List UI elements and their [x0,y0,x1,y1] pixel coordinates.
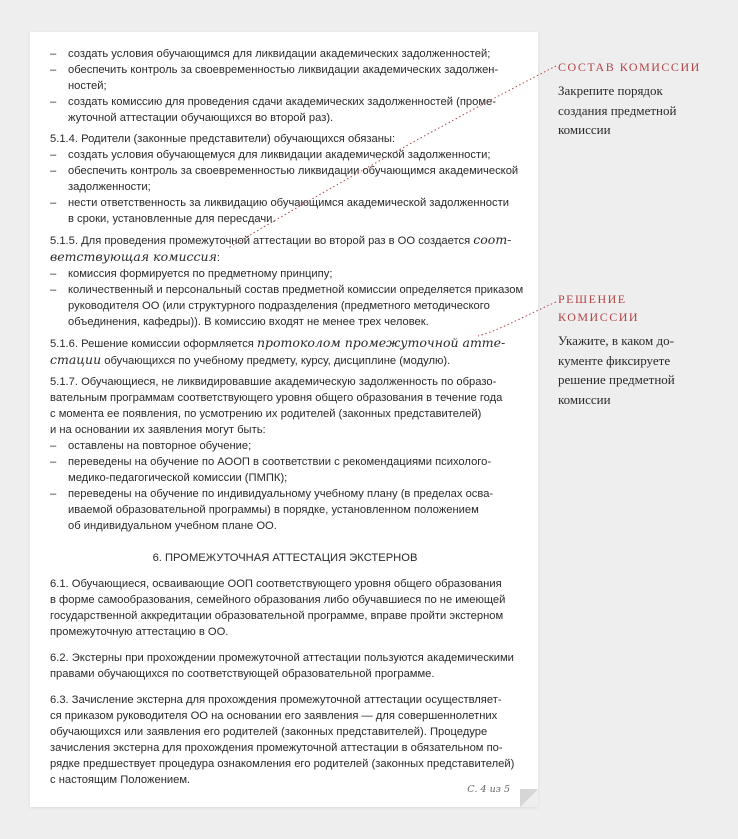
list-item: – переведены на обучение по индивидуальному учебному плану (в пределах осва- [50,488,494,500]
clause-6-2: 6.2. Экстерны при прохождении промежуточной аттестации пользуются академическими [50,652,514,664]
clause-6-3: 6.3. Зачисление экстерна для прохождения промежуточной аттестации осуществляет- [50,694,502,706]
clause-6-1: в форме самообразования, семейного образования либо обучавшиеся по не имеющей [50,594,506,606]
clause-6-3: ся приказом руководителя ОО на основании его заявления — для совершеннолетних [50,710,498,722]
list-item-continuation: ностей; [68,80,107,92]
note-text: Закрепите порядок создания предметной комиссии [558,83,677,137]
clause-5-1-6: 5.1.6. Решение комиссии оформляется протоколом промежуточной атте- [50,335,506,350]
list-item: – создать условия обучающимся для ликвидации академических задолженностей; [50,48,491,60]
list-item: – создать комиссию для проведения сдачи академических задолженностей (проме- [50,96,496,108]
clause-6-1: промежуточную аттестацию в ОО. [50,626,229,638]
list-item: – обеспечить контроль за своевременностью ликвидации академических задолжен- [50,64,499,76]
list-item: – обеспечить контроль за своевременностью ликвидации обучающимся академической [50,165,519,177]
document-body [50,46,524,788]
clause-5-1-7: 5.1.7. Обучающиеся, не ликвидировавшие академическую задолженность по образо- [50,376,497,388]
list-item: – оставлены на повторное обучение; [50,440,252,452]
clause-5-1-4: 5.1.4. Родители (законные представители) обучающихся обязаны: [50,133,396,145]
list-item: – количественный и персональный состав предметной комиссии определяется приказом [50,284,524,296]
list-item-continuation: иваемой образовательной программы) в порядке, установленном положением [68,504,479,516]
document-page [30,32,538,807]
clause-6-3: рядке предшествует процедура ознакомления его родителей (законных представителей) [50,758,515,770]
list-item-continuation: задолженности; [68,181,151,193]
list-item: – создать условия обучающемуся для ликвидации академической задолженности; [50,149,491,161]
clause-6-1: государственной аккредитации образовательной программе, вправе пройти экстерном [50,610,504,622]
clause-6-3: с настоящим Положением. [50,774,191,786]
clause-5-1-6-cont: стации обучающихся по учебному предмету, курсу, дисциплине (модулю). [50,352,451,367]
clause-6-3: обучающихся или заявления его родителей (законных представителей). Процедуре [50,726,488,738]
clause-5-1-7: и на основании их заявления могут быть: [50,424,266,436]
list-item: – комиссия формируется по предметному принципу; [50,268,333,280]
clause-6-2: правами обучающихся по соответствующей образовательной программе. [50,668,435,680]
list-item-continuation: руководителя ОО (или структурного подразделения (предметного методического [68,300,490,312]
list-item-continuation: в сроки, установленные для пересдачи. [68,213,276,225]
list-item-continuation: медико-педагогической комиссии (ПМПК); [68,472,288,484]
list-item-continuation: жуточной аттестации обучающихся во второй раз). [68,112,334,124]
side-note-composition [558,58,728,140]
note-title: РЕШЕНИЕ КОМИССИИ [558,292,640,324]
side-note-decision [558,290,728,409]
list-item: – переведены на обучение по АООП в соответствии с рекомендациями психолого- [50,456,492,468]
clause-6-1: 6.1. Обучающиеся, осваивающие ООП соответствующего уровня общего образования [50,578,502,590]
list-item-continuation: объединения, кафедры)). В комиссию входят не менее трех человек. [68,316,429,328]
clause-5-1-7: вательным программам соответствующего уровня общего образования в течение года [50,392,503,404]
clause-6-3: зачисления экстерна для прохождения промежуточной аттестации в обязательном по- [50,742,503,754]
clause-5-1-5: 5.1.5. Для проведения промежуточной аттестации во второй раз в ОО создается соот- [50,232,512,247]
page-number: С. 4 из 5 [467,784,510,795]
list-item: – нести ответственность за ликвидацию обучающимся академической задолженности [50,197,509,209]
clause-5-1-7: с момента ее появления, по усмотрению их родителей (законных представителей) [50,408,482,420]
clause-5-1-5-cont: ветствующая комиссия: [50,249,220,264]
note-text: Укажите, в каком до- кументе фиксируете решение предметной комиссии [558,333,675,407]
page-corner-fold [520,789,538,807]
list-item-continuation: об индивидуальном учебном плане ОО. [68,520,277,532]
note-title: СОСТАВ КОМИССИИ [558,60,701,74]
section-title: 6. ПРОМЕЖУТОЧНАЯ АТТЕСТАЦИЯ ЭКСТЕРНОВ [152,552,418,564]
